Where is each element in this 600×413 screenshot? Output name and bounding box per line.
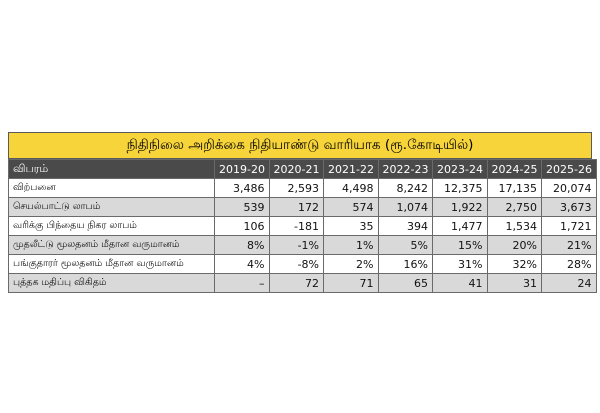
table-row xyxy=(9,198,597,217)
row-value: 3,486 xyxy=(215,179,270,198)
row-value: 35 xyxy=(324,217,379,236)
header-year: 2021-22 xyxy=(324,160,379,179)
row-label: புத்தக மதிப்பு விகிதம் xyxy=(9,274,215,293)
row-value: 5% xyxy=(378,236,433,255)
row-value: -8% xyxy=(269,255,324,274)
header-year: 2025-26 xyxy=(542,160,597,179)
row-label: செயல்பாட்டு லாபம் xyxy=(9,198,215,217)
row-value: – xyxy=(215,274,270,293)
row-label: பங்குதாரர் மூலதனம் மீதான வருமானம் xyxy=(9,255,215,274)
row-value: 539 xyxy=(215,198,270,217)
row-value: 20,074 xyxy=(542,179,597,198)
row-value: 17,135 xyxy=(487,179,542,198)
row-value: 16% xyxy=(378,255,433,274)
row-label: வரிக்கு பிந்தைய நிகர லாபம் xyxy=(9,217,215,236)
row-value: 20% xyxy=(487,236,542,255)
row-value: 1,534 xyxy=(487,217,542,236)
row-value: 28% xyxy=(542,255,597,274)
row-value: 65 xyxy=(378,274,433,293)
table-row xyxy=(9,255,597,274)
header-year: 2020-21 xyxy=(269,160,324,179)
header-label: விபரம் xyxy=(9,160,215,179)
row-value: 24 xyxy=(542,274,597,293)
financial-table-container xyxy=(8,132,592,293)
row-value: 41 xyxy=(433,274,488,293)
row-label: முதலீட்டு மூலதனம் மீதான வருமானம் xyxy=(9,236,215,255)
header-row xyxy=(9,160,597,179)
table-row xyxy=(9,236,597,255)
row-label: விற்பனை xyxy=(9,179,215,198)
row-value: 8,242 xyxy=(378,179,433,198)
header-year: 2024-25 xyxy=(487,160,542,179)
row-value: 574 xyxy=(324,198,379,217)
row-value: -1% xyxy=(269,236,324,255)
table-row xyxy=(9,217,597,236)
row-value: 72 xyxy=(269,274,324,293)
row-value: 21% xyxy=(542,236,597,255)
row-value: 32% xyxy=(487,255,542,274)
row-value: 1% xyxy=(324,236,379,255)
row-value: 106 xyxy=(215,217,270,236)
row-value: 2,750 xyxy=(487,198,542,217)
row-value: 1,721 xyxy=(542,217,597,236)
row-value: 1,074 xyxy=(378,198,433,217)
table-row xyxy=(9,179,597,198)
header-year: 2023-24 xyxy=(433,160,488,179)
row-value: 2,593 xyxy=(269,179,324,198)
row-value: 71 xyxy=(324,274,379,293)
row-value: 4,498 xyxy=(324,179,379,198)
row-value: 1,922 xyxy=(433,198,488,217)
table-title: நிதிநிலை அறிக்கை நிதியாண்டு வாரியாக (ரூ.கோடியில்) xyxy=(8,132,592,159)
row-value: 2% xyxy=(324,255,379,274)
row-value: 172 xyxy=(269,198,324,217)
row-value: 31% xyxy=(433,255,488,274)
row-value: 12,375 xyxy=(433,179,488,198)
row-value: 31 xyxy=(487,274,542,293)
row-value: 1,477 xyxy=(433,217,488,236)
table-row xyxy=(9,274,597,293)
financial-table xyxy=(8,159,597,293)
row-value: 4% xyxy=(215,255,270,274)
header-year: 2022-23 xyxy=(378,160,433,179)
header-year: 2019-20 xyxy=(215,160,270,179)
row-value: 394 xyxy=(378,217,433,236)
row-value: 3,673 xyxy=(542,198,597,217)
row-value: 15% xyxy=(433,236,488,255)
row-value: -181 xyxy=(269,217,324,236)
row-value: 8% xyxy=(215,236,270,255)
